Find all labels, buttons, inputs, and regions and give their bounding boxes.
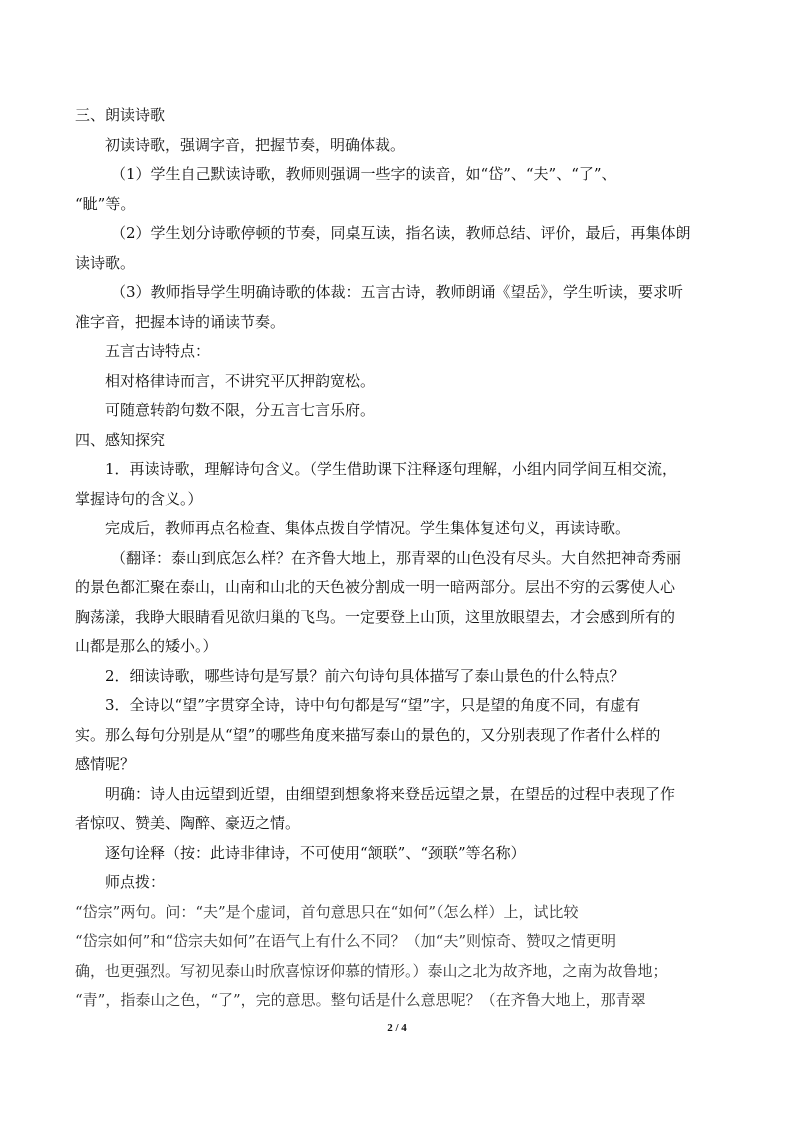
guidance-line-4: “青”，指泰山之色，“了”，完的意思。整句话是什么意思呢？（在齐鲁大地上，那青翠 (75, 991, 646, 1009)
guidance-line-3: 确，也更强烈。写初见泰山时欣喜惊讶仰慕的情形。）泰山之北为故齐地，之南为故鲁地； (75, 961, 668, 980)
translation-line-3: 胸荡漾，我睁大眼睛看见欲归巢的飞鸟。一定要登上山顶，这里放眼望去，才会感到所有的 (75, 607, 676, 626)
paragraph-1-line-2: “眦”等。 (75, 194, 136, 213)
paragraph-2-line-1: （2）学生划分诗歌停顿的节奏，同桌互读，指名读，教师总结、评价，最后，再集体朗 (111, 224, 691, 242)
explanation-note: 逐句诠释（按：此诗非律诗，不可使用“颔联”、“颈联”等名称） (105, 843, 526, 862)
translation-line-4: 山都是那么的矮小。） (75, 637, 218, 655)
answer-line-1: 明确：诗人由远望到近望，由细望到想象将来登岳远望之景，在望岳的过程中表现了作 (105, 784, 676, 803)
section-heading-3: 三、朗读诗歌 (75, 106, 166, 124)
question-3-line-3: 感情呢？ (75, 755, 136, 773)
question-3-line-2: 实。那么每句分别是从“望”的哪些角度来描写泰山的景色的，又分别表现了作者什么样的 (75, 725, 661, 744)
paragraph-3-line-1: （3）教师指导学生明确诗歌的体裁：五言古诗，教师朗诵《望岳》，学生听读，要求听 (111, 283, 684, 301)
paragraph-2-line-2: 读诗歌。 (75, 253, 136, 272)
answer-line-2: 者惊叹、赞美、陶醉、豪迈之情。 (75, 814, 301, 832)
translation-line-2: 的景色都汇聚在泰山，山南和山北的天色被分割成一明一暗两部分。层出不穷的云雾使人心 (75, 578, 676, 596)
paragraph-intro: 初读诗歌，强调字音，把握节奏，明确体裁。 (105, 135, 406, 154)
document-body (75, 101, 720, 1016)
guidance-line-2: “岱宗如何”和“岱宗夫如何”在语气上有什么不同？（加“夫”则惊奇、赞叹之情更明 (75, 932, 617, 950)
feature-item-1: 相对格律诗而言，不讲究平仄押韵宽松。 (105, 371, 376, 390)
question-1-line-2: 掌握诗句的含义。） (75, 489, 203, 508)
paragraph-1-line-1: （1）学生自己默读诗歌，教师则强调一些字的读音，如“岱”、“夫”、“了”、 (111, 165, 617, 183)
section-heading-4: 四、感知探究 (75, 430, 166, 449)
teacher-guidance-label: 师点拨： (105, 873, 166, 891)
paragraph-3-line-2: 准字音，把握本诗的诵读节奏。 (75, 312, 286, 331)
feature-item-2: 可随意转韵句数不限，分五言七言乐府。 (105, 401, 376, 419)
feature-title: 五言古诗特点： (105, 342, 211, 360)
translation-line-1: （翻译：泰山到底怎么样？在齐鲁大地上，那青翠的山色没有尽头。大自然把神奇秀丽 (111, 548, 682, 567)
question-1-followup: 完成后，教师再点名检查、集体点拨自学情况。学生集体复述句义，再读诗歌。 (105, 519, 631, 537)
question-2: 2．细读诗歌，哪些诗句是写景？前六句诗句具体描写了泰山景色的什么特点？ (105, 666, 625, 685)
page-number: 2 / 4 (387, 1022, 407, 1034)
guidance-line-1: “岱宗”两句。问：“夫”是个虚词，首句意思只在“如何”（怎么样）上，试比较 (75, 902, 579, 921)
question-3-line-1: 3．全诗以“望”字贯穿全诗，诗中句句都是写“望”字，只是望的角度不同，有虚有 (105, 696, 641, 714)
question-1-line-1: 1．再读诗歌，理解诗句含义。（学生借助课下注释逐句理解，小组内同学间互相交流， (105, 460, 678, 478)
